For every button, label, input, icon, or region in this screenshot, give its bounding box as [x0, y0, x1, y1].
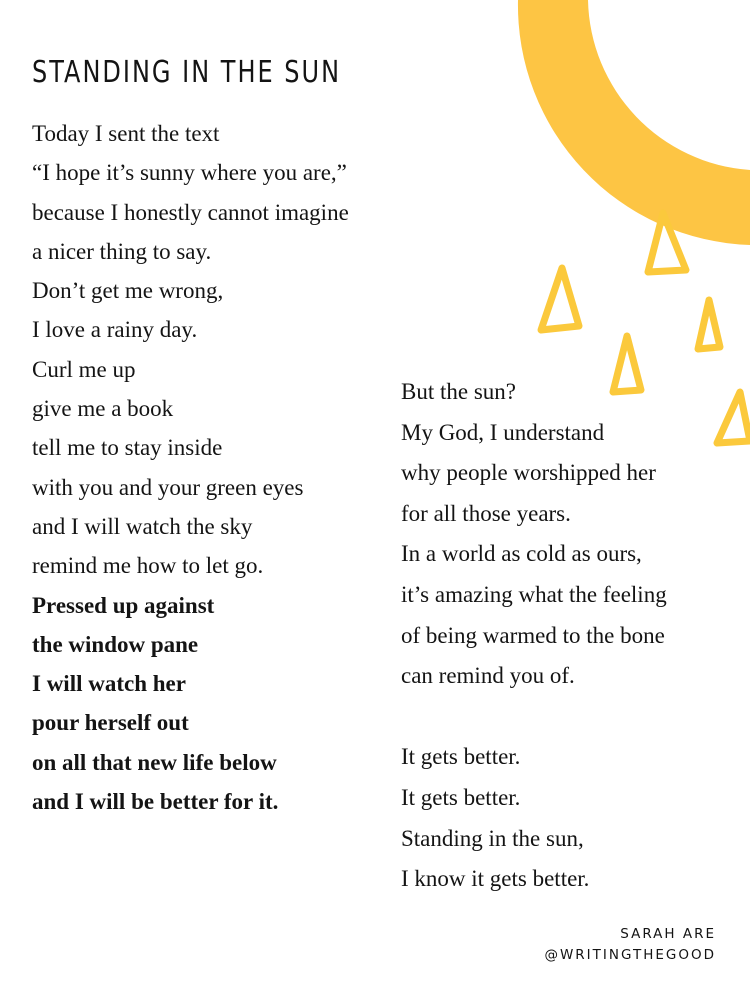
poem-line: But the sun?	[401, 379, 516, 404]
poem-line: I know it gets better.	[401, 866, 590, 892]
poem-line: It gets better.	[401, 744, 521, 770]
poem-line: It gets better.	[401, 784, 521, 810]
poem-line: “I hope it’s sunny where you are,”	[32, 160, 347, 186]
poem-line: the window pane	[32, 631, 199, 657]
poem-line: I will watch her	[32, 671, 186, 697]
author-name: SARAH ARE	[620, 926, 716, 942]
author-handle: @WRITINGTHEGOOD	[544, 947, 716, 963]
poem-line: Today I sent the text	[32, 121, 220, 146]
poem-line: pour herself out	[32, 710, 189, 736]
poem-line: remind me how to let go.	[32, 553, 264, 579]
sun-ray-icon	[717, 392, 750, 443]
sun-ray-icon	[541, 268, 579, 330]
author-credit	[544, 924, 716, 966]
poem-line: Standing in the sun,	[401, 825, 584, 851]
page-title: STANDING IN THE SUN	[32, 55, 342, 90]
poem-line: Don’t get me wrong,	[32, 278, 224, 304]
poem-line: tell me to stay inside	[32, 435, 223, 461]
poem-line: why people worshipped her	[401, 460, 656, 486]
poem-line: on all that new life below	[32, 749, 277, 775]
poem-line: it’s amazing what the feeling	[401, 581, 667, 607]
poem-line: for all those years.	[401, 500, 571, 526]
poem-right-column	[401, 372, 667, 900]
stanza-break	[401, 697, 667, 738]
sun-arc-icon	[518, 0, 750, 245]
poem-line: In a world as cold as ours,	[401, 541, 642, 567]
poem-line: because I honestly cannot imagine	[32, 199, 349, 225]
poem-line: a nicer thing to say.	[32, 238, 212, 264]
poem-line: Curl me up	[32, 356, 136, 382]
poem-line: I love a rainy day.	[32, 317, 198, 343]
poem-line: and I will be better for it.	[32, 789, 279, 815]
poem-line: of being warmed to the bone	[401, 622, 665, 648]
poem-line: give me a book	[32, 396, 174, 422]
sun-ray-icon	[698, 300, 720, 349]
poem-line: can remind you of.	[401, 663, 575, 689]
poem-line: My God, I understand	[401, 419, 605, 445]
poem-line: Pressed up against	[32, 592, 215, 618]
poem-line: with you and your green eyes	[32, 474, 304, 500]
poem-line: and I will watch the sky	[32, 513, 253, 539]
poem-left-column	[32, 114, 349, 821]
